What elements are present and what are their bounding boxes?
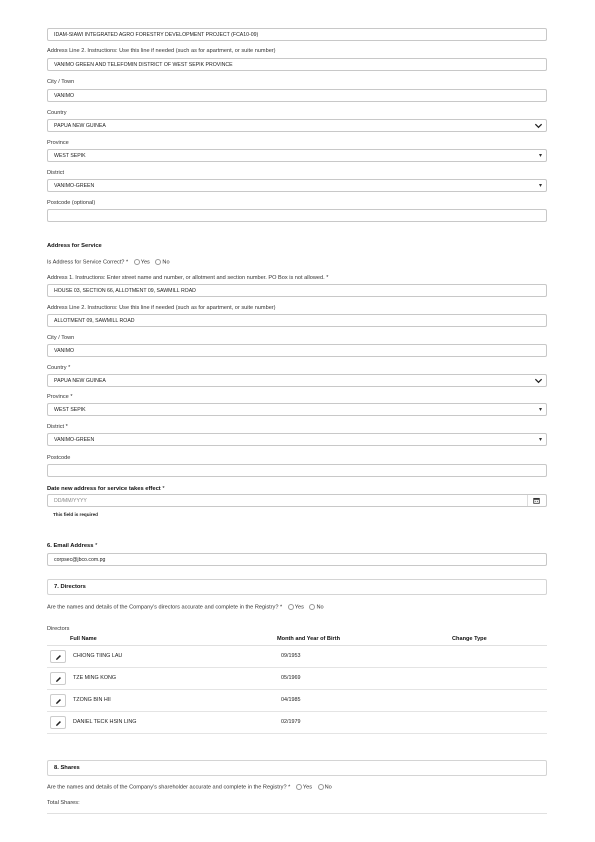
service-date-label-text: Date new address for service takes effect [47,486,161,492]
service-city-label: City / Town [47,335,75,341]
calendar-icon [533,497,540,504]
required-mark: * [326,275,329,281]
service-no-radio[interactable] [155,259,161,265]
service-country-label [47,365,70,371]
email-label [47,543,97,549]
shares-question-text: Are the names and details of the Company's shareholder accurate and complete in the Registry? [47,784,287,791]
table-header-divider [47,645,547,646]
director-dob: 02/1979 [281,719,301,725]
caret-down-icon: ▾ [538,183,542,189]
col-birth: Month and Year of Birth [277,636,340,642]
pencil-icon [55,720,62,727]
service-country-label-text: Country [47,365,67,371]
required-mark: * [280,604,283,611]
service-yes-label: Yes [140,259,150,266]
country-value: PAPUA NEW GUINEA [54,123,106,129]
calendar-button[interactable] [527,495,546,506]
postcode-label: Postcode (optional) [47,200,96,206]
service-district-value: VANIMO-GREEN [54,437,95,443]
service-country-value: PAPUA NEW GUINEA [54,378,106,384]
province-select[interactable] [47,149,547,162]
service-no-label: No [162,259,170,266]
required-mark: * [288,784,291,791]
pencil-icon [55,698,62,705]
edit-button[interactable] [50,672,66,685]
service-date-input[interactable] [47,494,547,507]
required-mark: * [70,394,73,400]
service-line1-label [47,275,328,281]
province-value: WEST SEPIK [54,153,86,159]
service-province-label [47,394,73,400]
director-dob: 04/1985 [281,697,301,703]
directors-yes-label: Yes [294,604,304,611]
director-dob: 05/1969 [281,675,301,681]
shares-section-header [47,760,547,776]
directors-section-header [47,579,547,595]
postcode-input[interactable] [47,209,547,222]
service-line2-input[interactable] [47,314,547,327]
service-city-input[interactable] [47,344,547,357]
shares-yes-label: Yes [302,784,312,791]
directors-list-label: Directors [47,626,70,632]
shares-no-radio[interactable] [318,784,324,790]
directors-question [47,604,324,610]
address-line2-label: Address Line 2. Instructions: Use this line if needed (such as for apartment, or suite number) [47,48,276,54]
director-name: CHIONG TIING LAU [73,653,123,659]
province-label: Province [47,140,69,146]
district-label: District [47,170,65,176]
col-full-name: Full Name [70,636,97,642]
directors-no-label: No [316,604,324,611]
shares-no-label: No [324,784,332,791]
chevron-down-icon [534,375,543,386]
address-line2-value: VANIMO GREEN AND TELEFOMIN DISTRICT OF WEST SEPIK PROVINCE [54,62,233,68]
service-province-label-text: Province [47,394,69,400]
total-shares-label: Total Shares: [47,800,80,806]
service-line2-label: Address Line 2. Instructions: Use this line if needed (such as for apartment, or suite number) [47,305,276,311]
city-label: City / Town [47,79,75,85]
col-change-type: Change Type [452,636,487,642]
service-correct-text: Is Address for Service Correct? [47,259,125,266]
chevron-down-icon [534,120,543,131]
service-heading: Address for Service [47,243,102,249]
table-row [47,713,547,734]
director-dob: 09/1953 [281,653,301,659]
service-district-select[interactable] [47,433,547,446]
country-select[interactable] [47,119,547,132]
address-line1-value: IDAM-SIAWI INTEGRATED AGRO FORESTRY DEVELOPMENT PROJECT (FCA10-09) [54,32,259,38]
address-line2-input[interactable] [47,58,547,71]
service-province-value: WEST SEPIK [54,407,86,413]
caret-down-icon: ▾ [538,153,542,159]
service-line1-value: HOUSE 03, SECTION 66, ALLOTMENT 09, SAWMILL ROAD [54,288,196,294]
service-province-select[interactable] [47,403,547,416]
service-postcode-input[interactable] [47,464,547,477]
service-district-label-text: District [47,424,65,430]
district-select[interactable] [47,179,547,192]
directors-no-radio[interactable] [309,604,315,610]
table-row [47,669,547,690]
director-name: TZONG BIN HII [73,697,111,703]
required-mark: * [125,259,129,266]
service-line1-label-text: Address 1. Instructions: Enter street name and number, or allotment and section number. PO Box is not allowed. [47,275,325,281]
edit-button[interactable] [50,694,66,707]
bottom-divider [47,813,547,814]
shares-yes-radio[interactable] [296,784,302,790]
email-label-text: 6. Email Address [47,543,94,549]
caret-down-icon: ▾ [538,407,542,413]
service-postcode-label: Postcode [47,455,71,461]
director-name: TZE MING KONG [73,675,117,681]
service-district-label [47,424,68,430]
service-yes-radio[interactable] [134,259,140,265]
edit-button[interactable] [50,650,66,663]
service-city-value: VANIMO [54,348,75,354]
caret-down-icon: ▾ [538,437,542,443]
shares-section-title: 8. Shares [54,765,80,771]
service-line1-input[interactable] [47,284,547,297]
table-row [47,691,547,712]
shares-question [47,784,332,790]
city-input[interactable] [47,89,547,102]
required-mark: * [65,424,68,430]
email-input[interactable] [47,553,547,566]
country-label: Country [47,110,67,116]
required-mark: * [95,543,98,549]
date-required-message: This field is required [53,512,98,517]
service-country-select[interactable] [47,374,547,387]
pencil-icon [55,676,62,683]
required-mark: * [68,365,71,371]
directors-question-text: Are the names and details of the Company's directors accurate and complete in the Registry? [47,604,279,611]
district-value: VANIMO-GREEN [54,183,95,189]
table-row [47,647,547,668]
pencil-icon [55,654,62,661]
email-value: corpsec@jbco.com.pg [54,557,106,563]
directors-yes-radio[interactable] [288,604,294,610]
service-correct-question [47,259,170,265]
service-date-label [47,486,165,492]
city-value: VANIMO [54,93,75,99]
director-name: DANIEL TECK HSIN LING [73,719,137,725]
address-line1-input[interactable] [47,28,547,41]
service-line2-value: ALLOTMENT 09, SAWMILL ROAD [54,318,135,324]
directors-section-title: 7. Directors [54,584,86,590]
edit-button[interactable] [50,716,66,729]
date-placeholder: DD/MM/YYYY [54,498,87,504]
required-mark: * [162,486,165,492]
